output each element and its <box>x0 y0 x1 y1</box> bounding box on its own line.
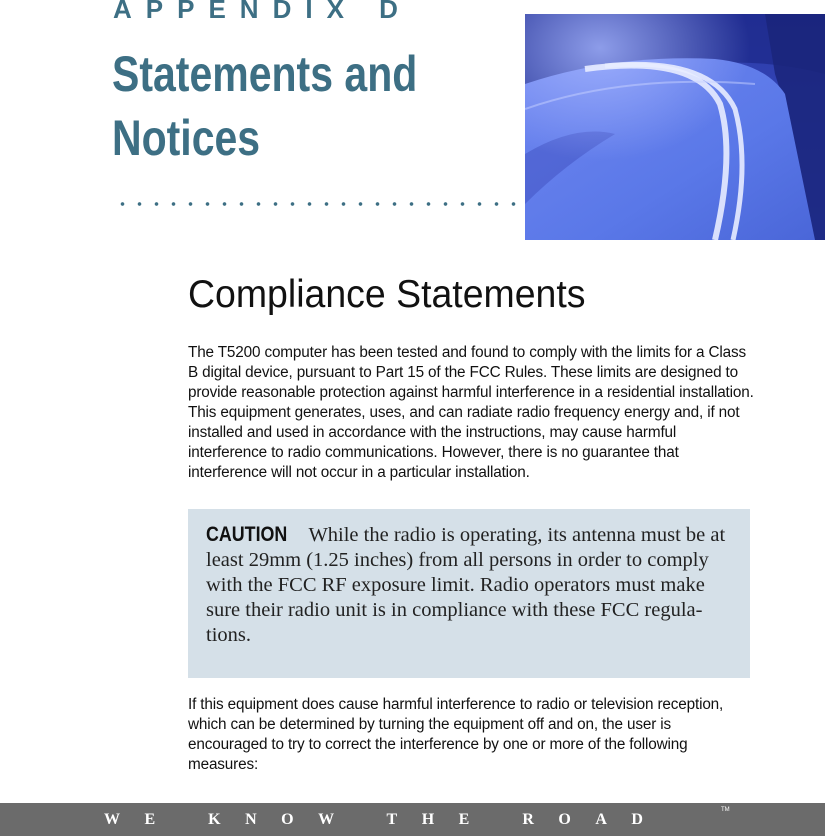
caution-text-block <box>206 522 726 648</box>
footer-tagline: WE KNOW THE ROAD <box>104 811 668 828</box>
caution-box <box>188 509 750 678</box>
footer-bar <box>0 803 825 836</box>
page-title <box>112 42 417 170</box>
trademark-mark: TM <box>721 807 730 813</box>
caution-text: While the radio is operating, its antenna must be at least 29mm (1.25 inches) from all persons in order to comply with the FCC RF exposure limit. Radio operators must make sure their radio unit is in compliance with these FCC regula-tions. <box>206 524 726 646</box>
page-title-line-2: Notices <box>112 110 261 166</box>
appendix-label: APPENDIX D <box>113 0 412 24</box>
compliance-paragraph-1: The T5200 computer has been tested and found to comply with the limits for a Class B digital device, pursuant to Part 15 of the FCC Rules. These limits are designed to provide reasonable protection against harmful interference in a residential installation. This equipment generates, uses, and can radiate radio frequency energy and, if not installed and used in accordance with the instructions, may cause harmful interference to radio communications. However, there is no guarantee that interference will not occur in a particular installation. <box>188 344 754 481</box>
dotted-divider <box>114 200 524 208</box>
section-heading: Compliance Statements <box>188 273 586 316</box>
page-title-line-1: Statements and <box>112 46 418 102</box>
compliance-paragraph-2: If this equipment does cause harmful interference to radio or television reception, which can be determined by turning the equipment off and on, the user is encouraged to try to correct the interference by one or more of the following measures: <box>188 696 724 773</box>
road-photo <box>525 14 825 240</box>
caution-label: CAUTION <box>206 523 288 546</box>
